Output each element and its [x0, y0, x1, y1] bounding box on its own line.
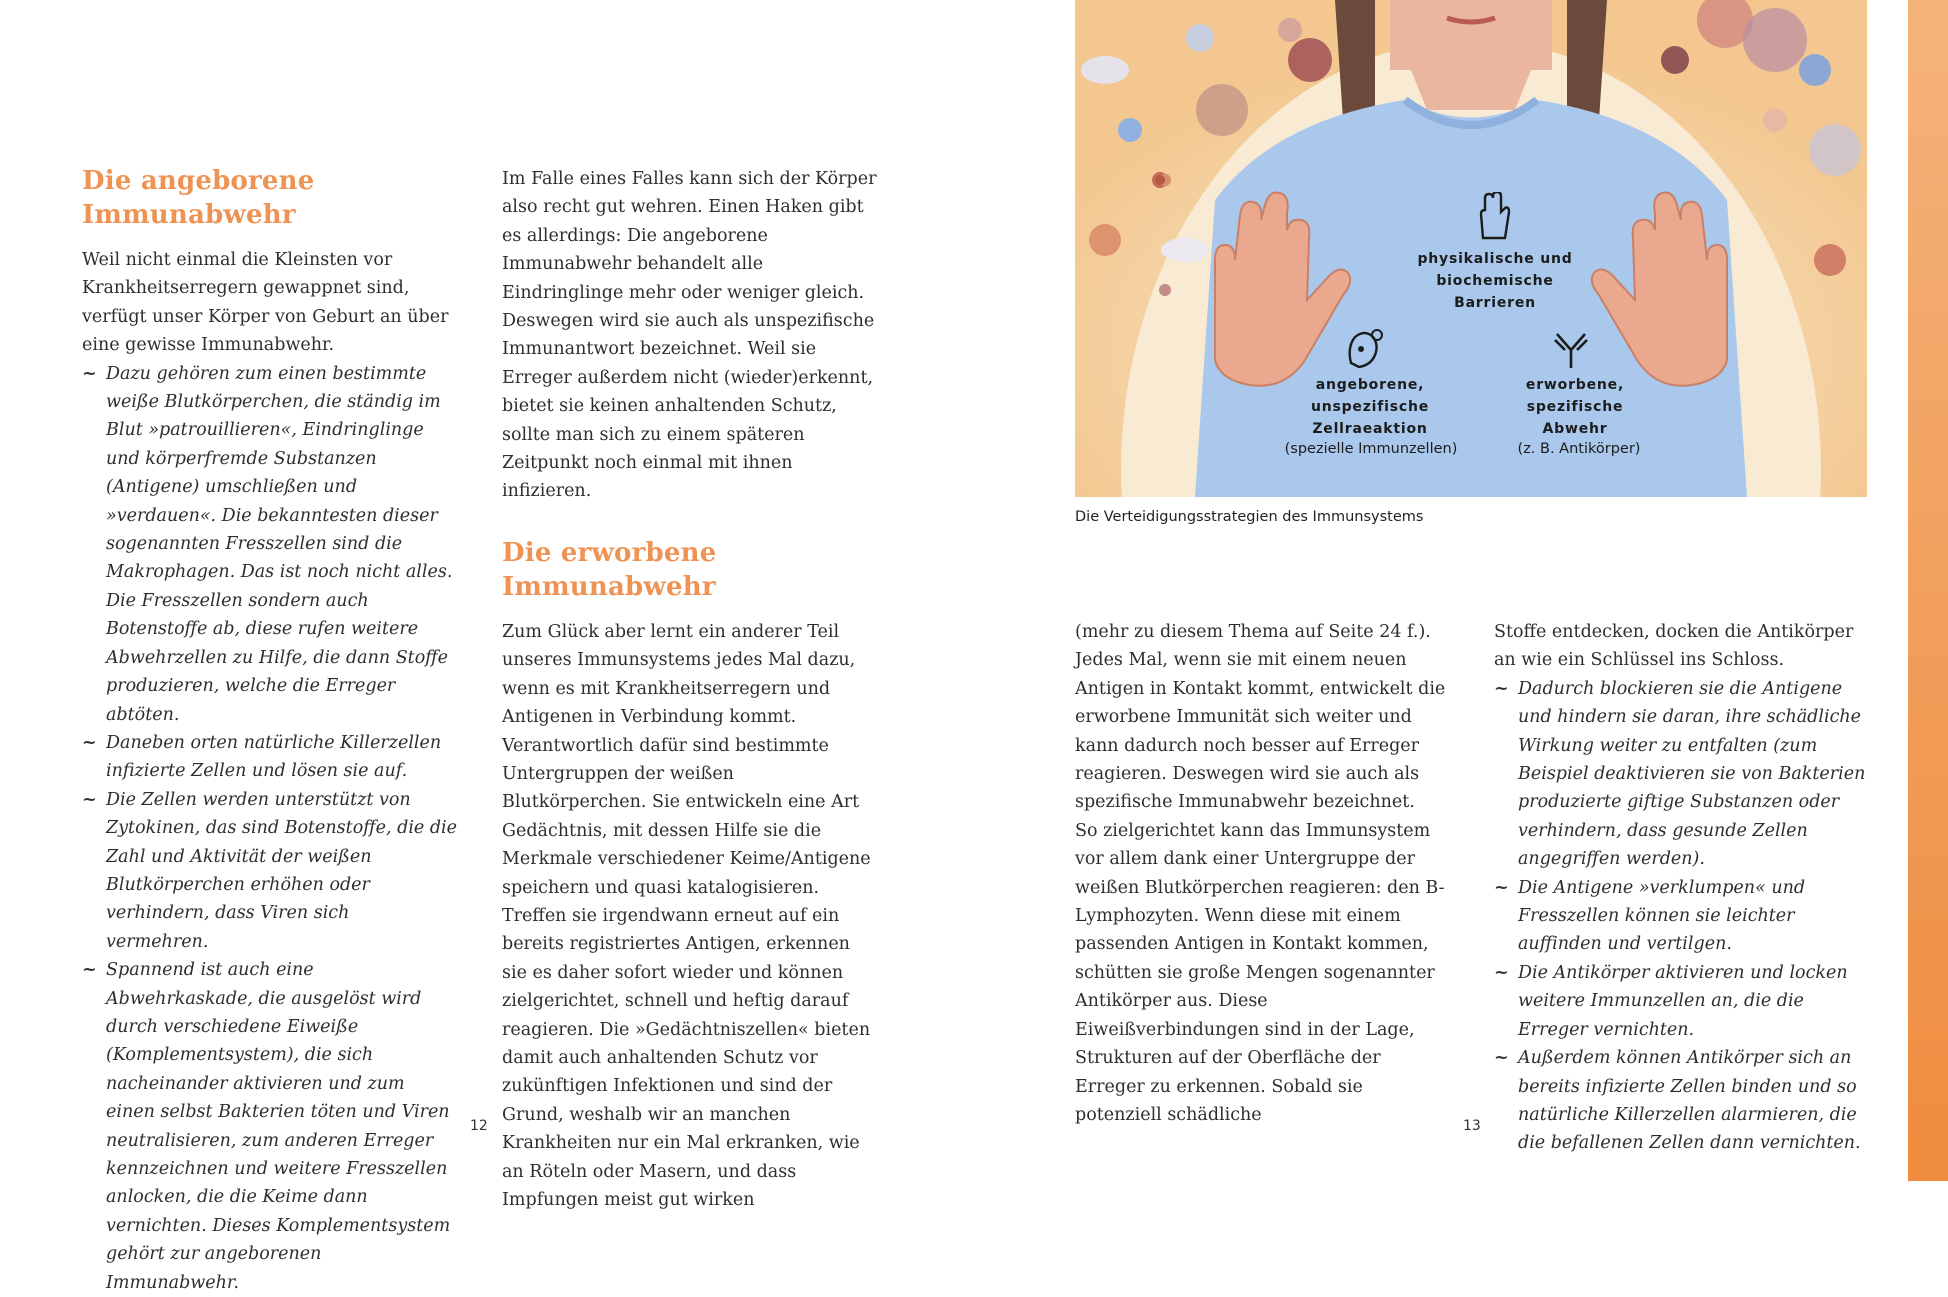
label-acquired-note: (z. B. Antikörper): [1517, 441, 1641, 457]
left-column-1: [82, 164, 457, 1297]
list-item: ~ Die Antigene »verklumpen« und Fresszellen können sie leichter auffinden und vertilgen.: [1494, 874, 1869, 959]
heading-acquired-immunity: Die erworbene Immunabwehr: [502, 537, 717, 602]
orange-edge-strip: [1908, 0, 1948, 1181]
bullet-tilde: ~: [1494, 678, 1509, 699]
hand-icon: [1475, 192, 1511, 242]
label-innate-cell-reaction: angeborene, unspezifische Zellraeaktion: [1310, 377, 1430, 437]
antibody-paragraph: Stoffe entdecken, docken die Antikörper an wie ein Schlüssel ins Schloss.: [1494, 622, 1854, 671]
innate-bullet-list: [82, 360, 457, 1297]
left-column-2: [502, 165, 877, 1214]
bullet-tilde: ~: [82, 789, 97, 810]
bullet-tilde: ~: [1494, 962, 1509, 983]
bullet-tilde: ~: [82, 960, 97, 981]
heading-innate-immunity: Die angeborene Immunabwehr: [82, 166, 315, 230]
immune-defense-illustration: [1075, 0, 1867, 497]
intro-paragraph: Weil nicht einmal die Kleinsten vor Krankheitserregern gewappnet sind, verfügt unser Körper von Geburt an über eine gewisse Immunabwehr.: [82, 250, 449, 356]
antibody-icon: [1551, 330, 1591, 370]
list-item: ~ Die Antikörper aktivieren und locken weitere Immunzellen an, die die Erreger vernichten.: [1494, 959, 1869, 1044]
acquired-continued-paragraph: (mehr zu diesem Thema auf Seite 24 f.). Jedes Mal, wenn sie mit einem neuen Antigen in Kontakt kommt, entwickelt die erworbene Immunität sich weiter und kann dadurch noch besser auf Erreger reagieren. Deswegen wird sie auch als spezifische Immunabwehr bezeichnet.: [1075, 622, 1446, 813]
label-acquired-defense: erworbene, spezifische Abwehr: [1525, 377, 1625, 437]
list-item: ~ Außerdem können Antikörper sich an bereits infizierte Zellen binden und so natürliche Killerzellen alarmieren, die die befallenen Zellen dann vernichten.: [1494, 1044, 1869, 1158]
bullet-tilde: ~: [82, 363, 97, 384]
list-item: ~ Daneben orten natürliche Killerzellen infizierte Zellen und lösen sie auf.: [82, 729, 457, 786]
cell-icon: [1345, 327, 1385, 369]
acquired-paragraph: Zum Glück aber lernt ein anderer Teil unseres Immunsystems jedes Mal dazu, wenn es mit Krankheitserregern und Antigenen in Verbindung kommt. Verantwortlich dafür sind bestimmte Untergruppen der weißen Blutkörperchen. Sie entwickeln eine Art Gedächtnis, mit dessen Hilfe sie die Merkmale verschiedener Keime/Antigene speichern und quasi katalogisieren. Treffen sie irgendwann erneut auf ein bereits registriertes Antigen, erkennen sie es daher sofort wieder und können zielgerichtet, schnell und heftig darauf reagieren. Die »Gedächtniszellen« bieten damit auch anhaltenden Schutz vor zukünftigen Infektionen und sind der Grund, weshalb wir an manchen Krankheiten nur ein Mal erkranken, wie an Röteln oder Masern, und dass Impfungen meist gut wirken: [502, 621, 871, 1210]
list-item: ~ Dazu gehören zum einen bestimmte weiße Blutkörperchen, die ständig im Blut »patrouillieren«, Eindringlinge und körperfremde Substanzen (Antigene) umschließen und »verdauen«. Die bekanntesten dieser sogenannten Fresszellen sind die Makrophagen. Das ist noch nicht alles. Die Fresszellen sondern auch Botenstoffe ab, diese rufen weitere Abwehrzellen zu Hilfe, die dann Stoffe produzieren, welche die Erreger abtöten.: [82, 360, 457, 729]
right-column-1: [1075, 618, 1450, 1129]
page-number-left: 12: [470, 1118, 488, 1134]
bullet-tilde: ~: [1494, 877, 1509, 898]
continuation-paragraph: Im Falle eines Falles kann sich der Körper also recht gut wehren. Einen Haken gibt es allerdings: Die angeborene Immunabwehr behandelt alle Eindringlinge mehr oder weniger gleich. Deswegen wird sie auch als unspezifische Immunantwort bezeichnet. Weil sie Erreger außerdem nicht (wieder)erkennt, bietet sie keinen anhaltenden Schutz, sollte man sich zu einem späteren Zeitpunkt noch einmal mit ihnen infizieren.: [502, 169, 877, 502]
label-barriers: physikalische und biochemische Barrieren: [1417, 251, 1573, 311]
label-innate-note: (spezielle Immunzellen): [1284, 441, 1458, 457]
page-number-right: 13: [1463, 1118, 1481, 1134]
list-item: ~ Dadurch blockieren sie die Antigene und hindern sie daran, ihre schädliche Wirkung weiter zu entfalten (zum Beispiel deaktivieren sie von Bakterien produzierte giftige Substanzen oder verhindern, dass gesunde Zellen angegriffen werden).: [1494, 675, 1869, 874]
figure-caption: Die Verteidigungsstrategien des Immunsystems: [1075, 509, 1424, 525]
bullet-tilde: ~: [82, 732, 97, 753]
b-lymphocytes-paragraph: So zielgerichtet kann das Immunsystem vor allem dank einer Untergruppe der weißen Blutkörperchen reagieren: den B-Lymphozyten. Wenn diese mit einem passenden Antigen in Kontakt kommen, schütten sie große Mengen sogenannter Antikörper aus. Diese Eiweißverbindungen sind in der Lage, Strukturen auf der Oberfläche der Erreger zu erkennen. Sobald sie potenziell schädliche: [1075, 820, 1445, 1125]
list-item: ~ Spannend ist auch eine Abwehrkaskade, die ausgelöst wird durch verschiedene Eiweiße (Komplementsystem), die sich nacheinander aktivieren und zum einen selbst Bakterien töten und Viren neutralisieren, zum anderen Erreger kennzeichnen und weitere Fresszellen anlocken, die die Keime dann vernichten. Dieses Komplementsystem gehört zur angeborenen Immunabwehr.: [82, 956, 457, 1297]
bullet-tilde: ~: [1494, 1048, 1509, 1069]
antibody-bullet-list: [1494, 675, 1869, 1158]
list-item: ~ Die Zellen werden unterstützt von Zytokinen, das sind Botenstoffe, die die Zahl und Aktivität der weißen Blutkörperchen erhöhen oder verhindern, dass Viren sich vermehren.: [82, 786, 457, 956]
right-column-2: [1494, 618, 1869, 1158]
